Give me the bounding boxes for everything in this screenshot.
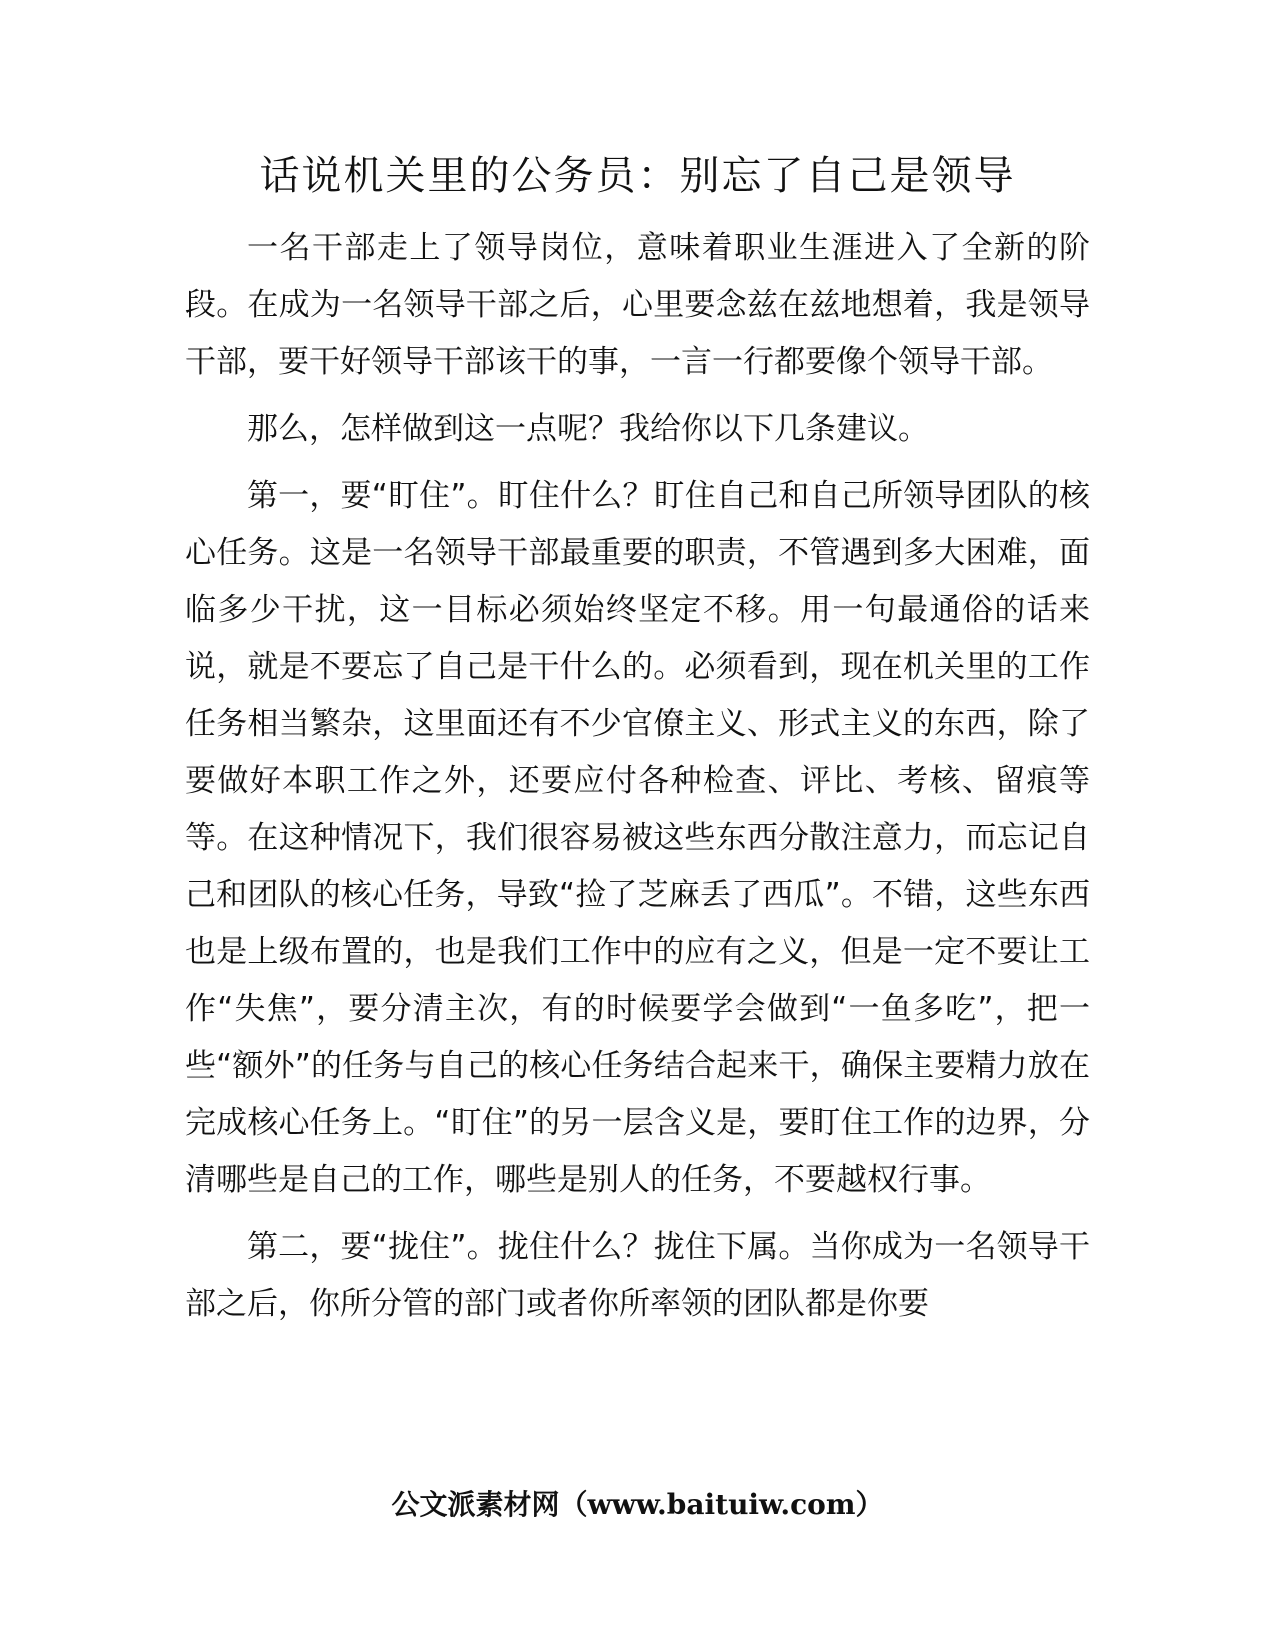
- paragraph-first-point: 第一，要“盯住”。盯住什么？盯住自己和自己所领导团队的核心任务。这是一名领导干部最重要的职责，不管遇到多大困难，面临多少干扰，这一目标必须始终坚定不移。用一句最通俗的话来说，就是不要忘了自己是干什么的。必须看到，现在机关里的工作任务相当繁杂，这里面还有不少官僚主义、形式主义的东西，除了要做好本职工作之外，还要应付各种检查、评比、考核、留痕等等。在这种情况下，我们很容易被这些东西分散注意力，而忘记自己和团队的核心任务，导致“捡了芝麻丢了西瓜”。不错，这些东西也是上级布置的，也是我们工作中的应有之义，但是一定不要让工作“失焦”，要分清主次，有的时候要学会做到“一鱼多吃”，把一些“额外”的任务与自己的核心任务结合起来干，确保主要精力放在完成核心任务上。“盯住”的另一层含义是，要盯住工作的边界，分清哪些是自己的工作，哪些是别人的任务，不要越权行事。: [185, 478, 1090, 1198]
- paragraph-intro: 一名干部走上了领导岗位，意味着职业生涯进入了全新的阶段。在成为一名领导干部之后，心里要念兹在兹地想着，我是领导干部，要干好领导干部该干的事，一言一行都要像个领导干部。: [185, 230, 1090, 380]
- paragraph-question: 那么，怎样做到这一点呢？我给你以下几条建议。: [247, 411, 929, 447]
- footer-watermark: 公文派素材网（www.baituiw.com）: [391, 1488, 884, 1521]
- document-title: 话说机关里的公务员：别忘了自己是领导: [259, 153, 1016, 199]
- document-body: [185, 220, 1090, 1343]
- paragraph-second-point: 第二，要“拢住”。拢住什么？拢住下属。当你成为一名领导干部之后，你所分管的部门或者你所率领的团队都是你要: [185, 1229, 1090, 1322]
